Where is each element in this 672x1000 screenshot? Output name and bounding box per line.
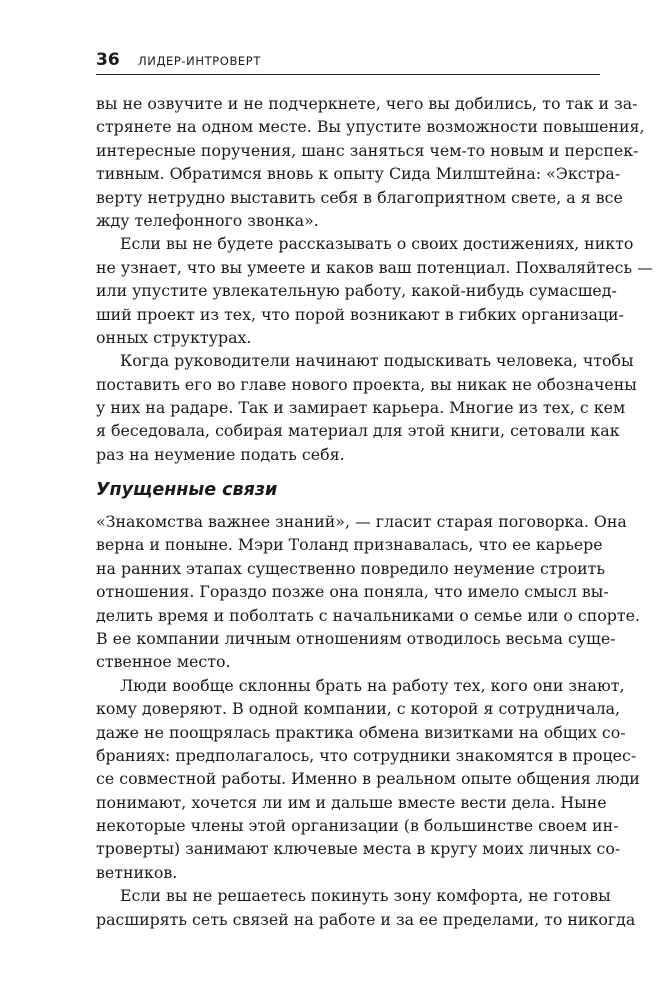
text-line: Люди вообще склонны брать на работу тех, кого они знают, xyxy=(120,675,625,695)
text-line: стрянете на одном месте. Вы упустите возможности повышения, xyxy=(96,117,645,137)
text-line: верна и поныне. Мэри Толанд признавалась, что ее карьере xyxy=(96,535,603,555)
text-line: «Знакомства важнее знаний», — гласит старая поговорка. Она xyxy=(96,512,627,531)
text-line: у них на радаре. Так и замирает карьера. Многие из тех, с кем xyxy=(96,398,626,418)
text-line: интересные поручения, шанс заняться чем-то новым и перспек- xyxy=(96,140,639,160)
text-line: Когда руководители начинают подыскивать человека, чтобы xyxy=(120,351,634,371)
text-line: ственное место. xyxy=(96,652,231,672)
text-line: вы не озвучите и не подчеркнете, чего вы добились, то так и за- xyxy=(96,94,638,113)
text-line: не узнает, что вы умеете и каков ваш потенциал. Похваляйтесь — xyxy=(96,257,653,277)
text-line: Если вы не будете рассказывать о своих достижениях, никто xyxy=(120,234,634,254)
text-line: жду телефонного звонка». xyxy=(96,210,319,230)
text-line: В ее компании личным отношениям отводилось весьма суще- xyxy=(96,628,616,648)
text-line: расширять сеть связей на работе и за ее пределами, то никогда xyxy=(96,909,636,929)
text-line: ший проект из тех, что порой возникают в гибких организаци- xyxy=(96,304,624,324)
text-line: кому доверяют. В одной компании, с которой я сотрудничала, xyxy=(96,699,621,719)
page-header xyxy=(96,52,600,75)
text-line: ветников. xyxy=(96,862,178,882)
text-line: се совместной работы. Именно в реальном опыте общения люди xyxy=(96,769,640,789)
text-line: браниях: предполагалось, что сотрудники знакомятся в процес- xyxy=(96,745,637,765)
text-line: понимают, хочется ли им и дальше вместе вести дела. Ныне xyxy=(96,792,607,812)
body-text-section-2 xyxy=(96,510,641,931)
text-line: онных структурах. xyxy=(96,327,252,347)
text-line: делить время и поболтать с начальниками о семье или о спорте. xyxy=(96,605,641,625)
text-line: Если вы не решаетесь покинуть зону комфорта, не готовы xyxy=(120,886,611,906)
section-heading: Упущенные связи xyxy=(96,480,278,500)
page-number: 36 xyxy=(96,50,120,70)
text-line: верту нетрудно выставить себя в благоприятном свете, а я все xyxy=(96,187,623,207)
text-line: или упустите увлекательную работу, какой-нибудь сумасшед- xyxy=(96,281,617,301)
text-line: тивным. Обратимся вновь к опыту Сида Милштейна: «Экстра- xyxy=(96,164,621,184)
text-line: отношения. Гораздо позже она поняла, что имело смысл вы- xyxy=(96,582,609,602)
text-line: я беседовала, собирая материал для этой книги, сетовали как xyxy=(96,421,620,441)
running-title: ЛИДЕР-ИНТРОВЕРТ xyxy=(138,54,261,68)
text-line: на ранних этапах существенно повредило неумение строить xyxy=(96,558,606,578)
text-line: поставить его во главе нового проекта, вы никак не обозначены xyxy=(96,374,637,394)
text-line: некоторые члены этой организации (в большинстве своем ин- xyxy=(96,816,619,836)
text-line: троверты) занимают ключевые места в кругу моих личных со- xyxy=(96,839,621,859)
text-line: даже не поощрялась практика обмена визитками на общих со- xyxy=(96,722,626,742)
body-text-section-1 xyxy=(96,92,653,466)
text-line: раз на неумение подать себя. xyxy=(96,444,345,464)
